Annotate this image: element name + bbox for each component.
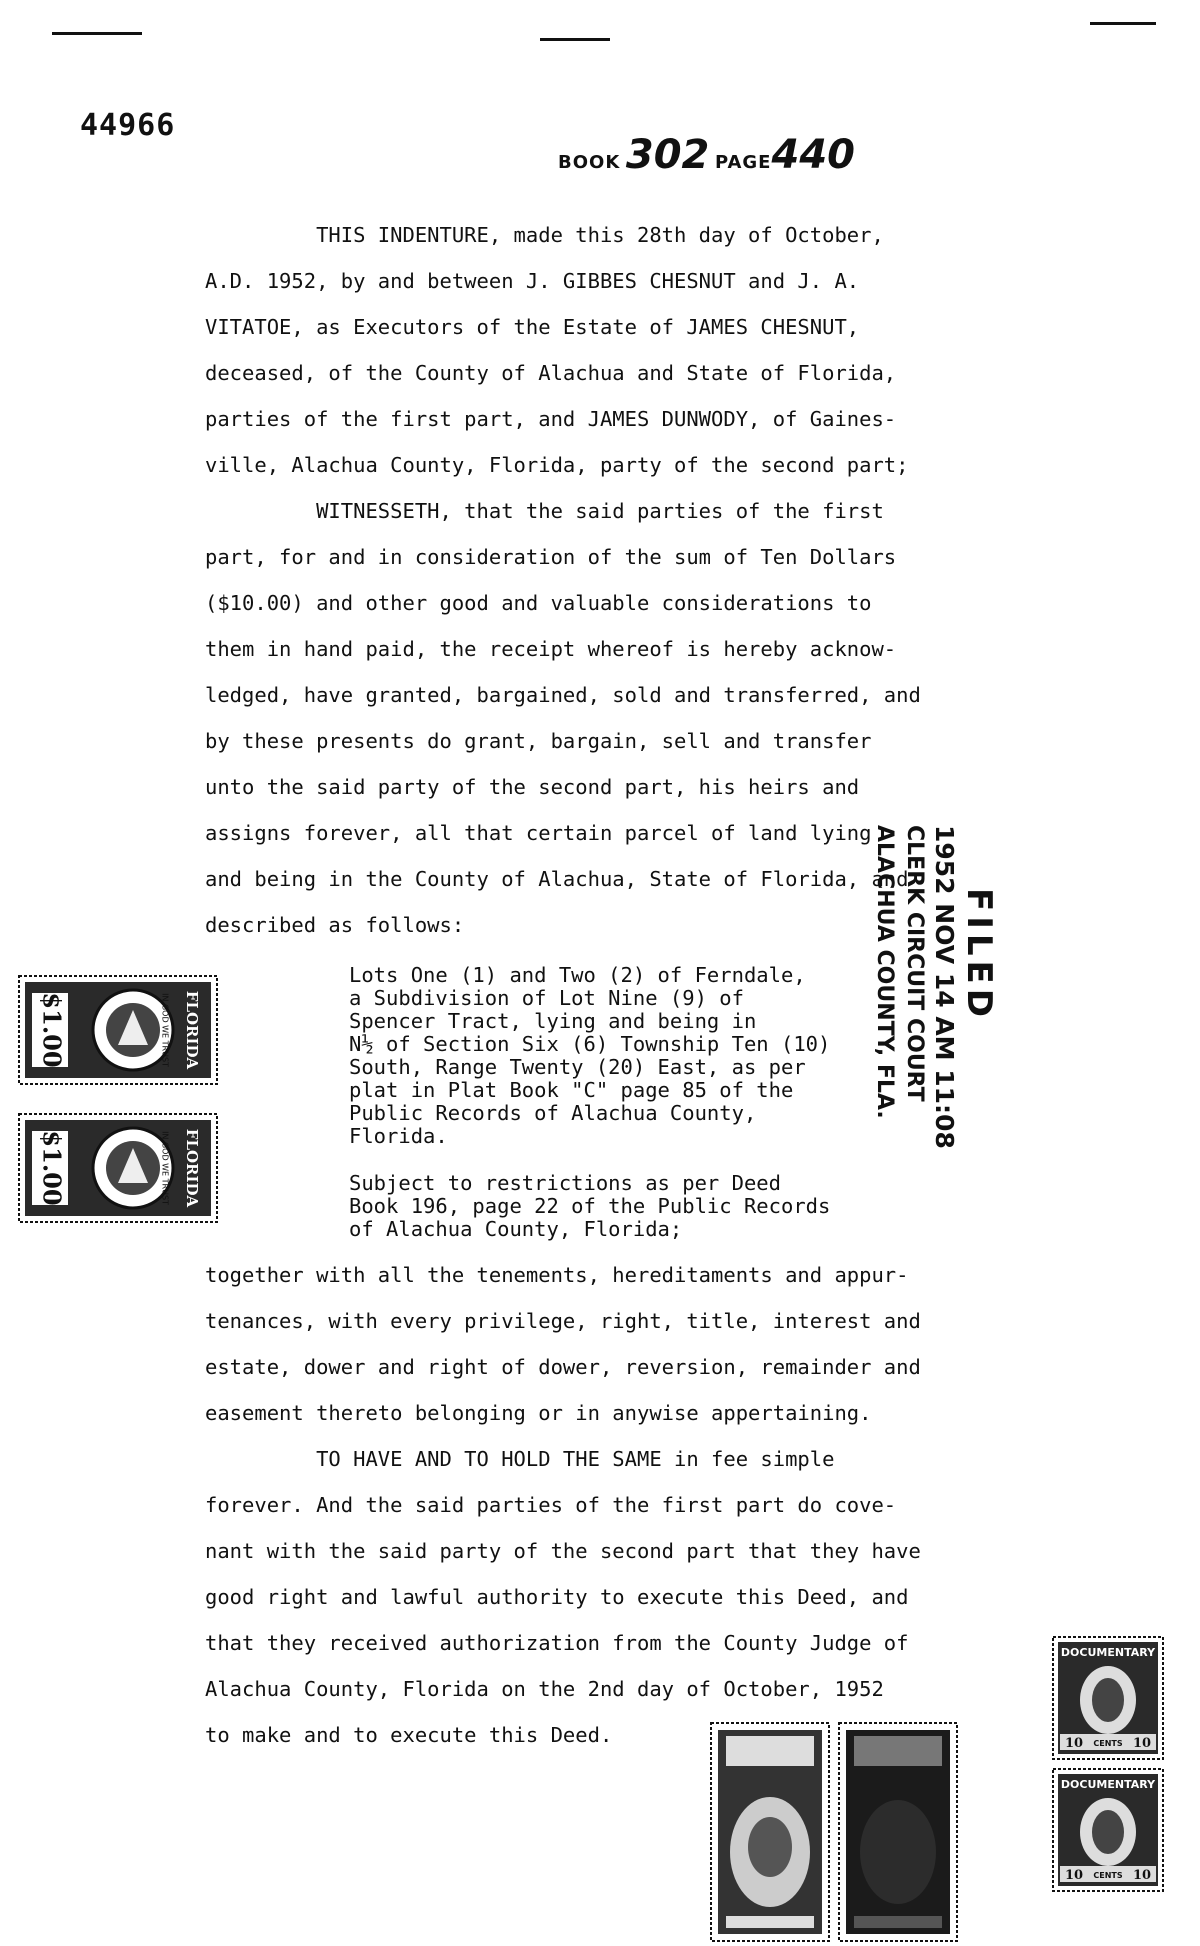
top-rule-right [1090,22,1156,25]
text-line: Book 196, page 22 of the Public Records [349,1194,831,1218]
documentary-stamp-1 [1052,1636,1164,1760]
text-line: forever. And the said parties of the first part do cove- [205,1493,897,1517]
florida-stamp-state: FLORIDA [183,1128,201,1208]
documentary-unit: CENTS [1093,1739,1123,1748]
us-revenue-stamp-2 [838,1722,958,1942]
text-line: easement thereto belonging or in anywise appertaining. [205,1401,872,1425]
text-line: Subject to restrictions as per Deed [349,1171,781,1195]
us-revenue-stamp-1 [710,1722,830,1942]
page-label: PAGE [714,152,772,173]
filed-title: FILED [959,888,999,1022]
text-line: and being in the County of Alachua, State of Florida, and [205,867,909,891]
text-line: WITNESSETH, that the said parties of the first [205,499,884,523]
florida-stamp-motto: IN GOD WE TRUST [160,993,170,1067]
text-line: ville, Alachua County, Florida, party of the second part; [205,453,909,477]
documentary-value-right: 10 [1132,1868,1152,1883]
text-line: deceased, of the County of Alachua and State of Florida, [205,361,897,385]
page-number: 440 [771,132,855,178]
text-line: a Subdivision of Lot Nine (9) of [349,986,744,1010]
text-line: A.D. 1952, by and between J. GIBBES CHESNUT and J. A. [205,269,860,293]
text-line: assigns forever, all that certain parcel of land lying [205,821,872,845]
text-line: Alachua County, Florida on the 2nd day of October, 1952 [205,1677,884,1701]
top-rule-left [52,32,142,35]
florida-stamp-denomination: $1.00 [37,992,67,1068]
text-line: ledged, have granted, bargained, sold and transferred, and [205,683,921,707]
text-line: plat in Plat Book "C" page 85 of the [349,1078,794,1102]
text-line: unto the said party of the second part, his heirs and [205,775,860,799]
text-line: them in hand paid, the receipt whereof is hereby acknow- [205,637,897,661]
filed-county: ALACHUA COUNTY, FLA. [872,825,897,1119]
closing-paragraph [205,1252,921,1758]
florida-stamp-state: FLORIDA [183,990,201,1070]
text-line: nant with the said party of the second part that they have [205,1539,921,1563]
restriction-clause [349,1172,830,1241]
text-line: TO HAVE AND TO HOLD THE SAME in fee simple [205,1447,835,1471]
text-line: South, Range Twenty (20) East, as per [349,1055,806,1079]
documentary-unit: CENTS [1093,1871,1123,1880]
filed-datetime: 1952 NOV 14 AM 11:08 [930,825,959,1149]
filed-stamp [869,825,999,1149]
book-number: 302 [625,132,710,178]
florida-stamp-motto: IN GOD WE TRUST [160,1131,170,1205]
text-line: by these presents do grant, bargain, sell and transfer [205,729,872,753]
filed-office: CLERK CIRCUIT COURT [902,825,927,1102]
text-line: Florida. [349,1124,448,1148]
text-line: good right and lawful authority to execute this Deed, and [205,1585,909,1609]
document-number: 44966 [80,108,176,143]
book-label: BOOK [558,152,621,173]
top-rule-center [540,38,610,41]
text-line: of Alachua County, Florida; [349,1217,683,1241]
documentary-label: DOCUMENTARY [1060,1646,1156,1659]
text-line: Public Records of Alachua County, [349,1101,757,1125]
documentary-value-left: 10 [1064,1868,1084,1883]
text-line: to make and to execute this Deed. [205,1723,613,1747]
documentary-value-right: 10 [1132,1736,1152,1751]
intro-paragraph [205,212,921,948]
text-line: together with all the tenements, hereditaments and appur- [205,1263,909,1287]
text-line: described as follows: [205,913,465,937]
text-line: Spencer Tract, lying and being in [349,1009,757,1033]
text-line: that they received authorization from the County Judge of [205,1631,909,1655]
florida-stamp-1 [18,975,218,1085]
book-page-reference [558,132,855,178]
text-line: part, for and in consideration of the sum of Ten Dollars [205,545,897,569]
legal-description [349,964,830,1148]
florida-stamp-2 [18,1113,218,1223]
text-line: N½ of Section Six (6) Township Ten (10) [349,1032,831,1056]
documentary-value-left: 10 [1064,1736,1084,1751]
florida-stamp-denomination: $1.00 [37,1130,67,1206]
text-line: VITATOE, as Executors of the Estate of JAMES CHESNUT, [205,315,860,339]
text-line: THIS INDENTURE, made this 28th day of October, [205,223,884,247]
text-line: tenances, with every privilege, right, title, interest and [205,1309,921,1333]
text-line: estate, dower and right of dower, reversion, remainder and [205,1355,921,1379]
documentary-stamp-2 [1052,1768,1164,1892]
text-line: parties of the first part, and JAMES DUNWODY, of Gaines- [205,407,897,431]
documentary-label: DOCUMENTARY [1060,1778,1156,1791]
text-line: ($10.00) and other good and valuable considerations to [205,591,872,615]
text-line: Lots One (1) and Two (2) of Ferndale, [349,963,806,987]
